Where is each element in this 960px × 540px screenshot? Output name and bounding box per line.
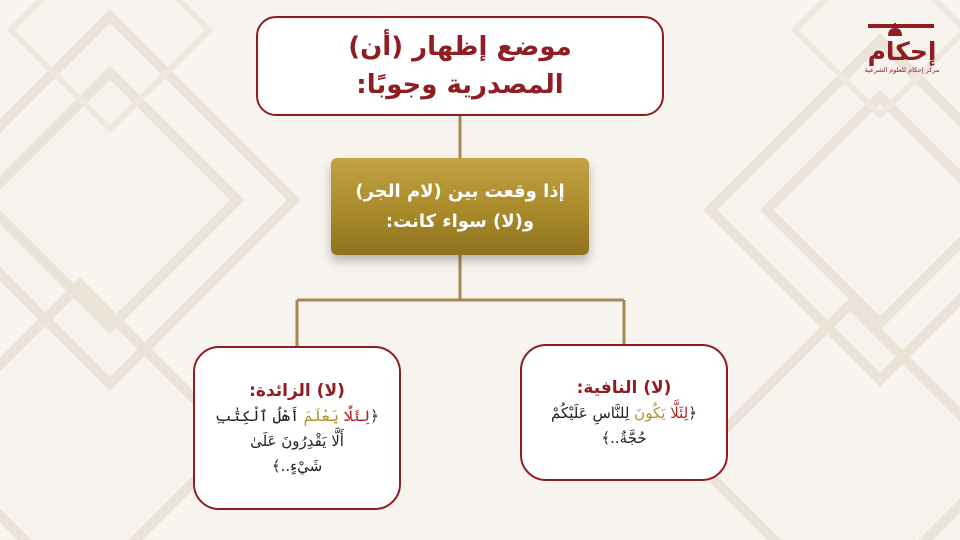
verse-highlight-red: لِئَلَّا — [670, 403, 689, 422]
verse-open-bracket: ﴿ — [688, 403, 698, 422]
verse-highlight-red: لِئَلَّا — [343, 406, 371, 425]
condition-line-2: و(لا) سواء كانت: — [385, 210, 535, 232]
verse-open-bracket: ﴿ — [370, 406, 379, 425]
branch-title-nafiya: (لا) النافية: — [576, 377, 672, 398]
verse-line-1 — [215, 404, 379, 429]
title-line-1: موضع إظهار (أن) — [348, 32, 572, 62]
verse-line-2: حُجَّةٌ..﴾ — [601, 428, 647, 447]
title-box — [256, 16, 664, 116]
logo-subtitle: مركز إحكام للعلوم الشرعية — [864, 66, 940, 74]
title-line-2: المصدرية وجوبًا: — [356, 70, 564, 100]
brand-logo — [862, 20, 942, 100]
verse-line-1 — [551, 401, 697, 426]
verse-text: أَهْلُ ٱلْكِتَٰبِ — [215, 406, 299, 425]
verse-highlight-gold: يَكُونَ — [634, 403, 666, 422]
condition-line-1: إذا وقعت بين (لام الجر) — [355, 180, 565, 202]
condition-box — [331, 158, 589, 255]
verse-highlight-gold: يَعْلَمَ — [303, 406, 339, 425]
logo-wordmark: إحكام — [867, 37, 937, 66]
branch-box-nafiya — [520, 344, 728, 481]
branch-box-zaida — [193, 346, 401, 510]
verse-line-2: أَلَّا يَقْدِرُونَ عَلَىٰ — [250, 431, 344, 450]
verse-text: لِلنَّاسِ عَلَيْكُمْ — [550, 403, 630, 422]
branch-title-zaida: (لا) الزائدة: — [249, 380, 345, 401]
verse-line-3: شَيْءٍ..﴾ — [271, 456, 323, 475]
mosque-dome-icon — [862, 20, 942, 42]
